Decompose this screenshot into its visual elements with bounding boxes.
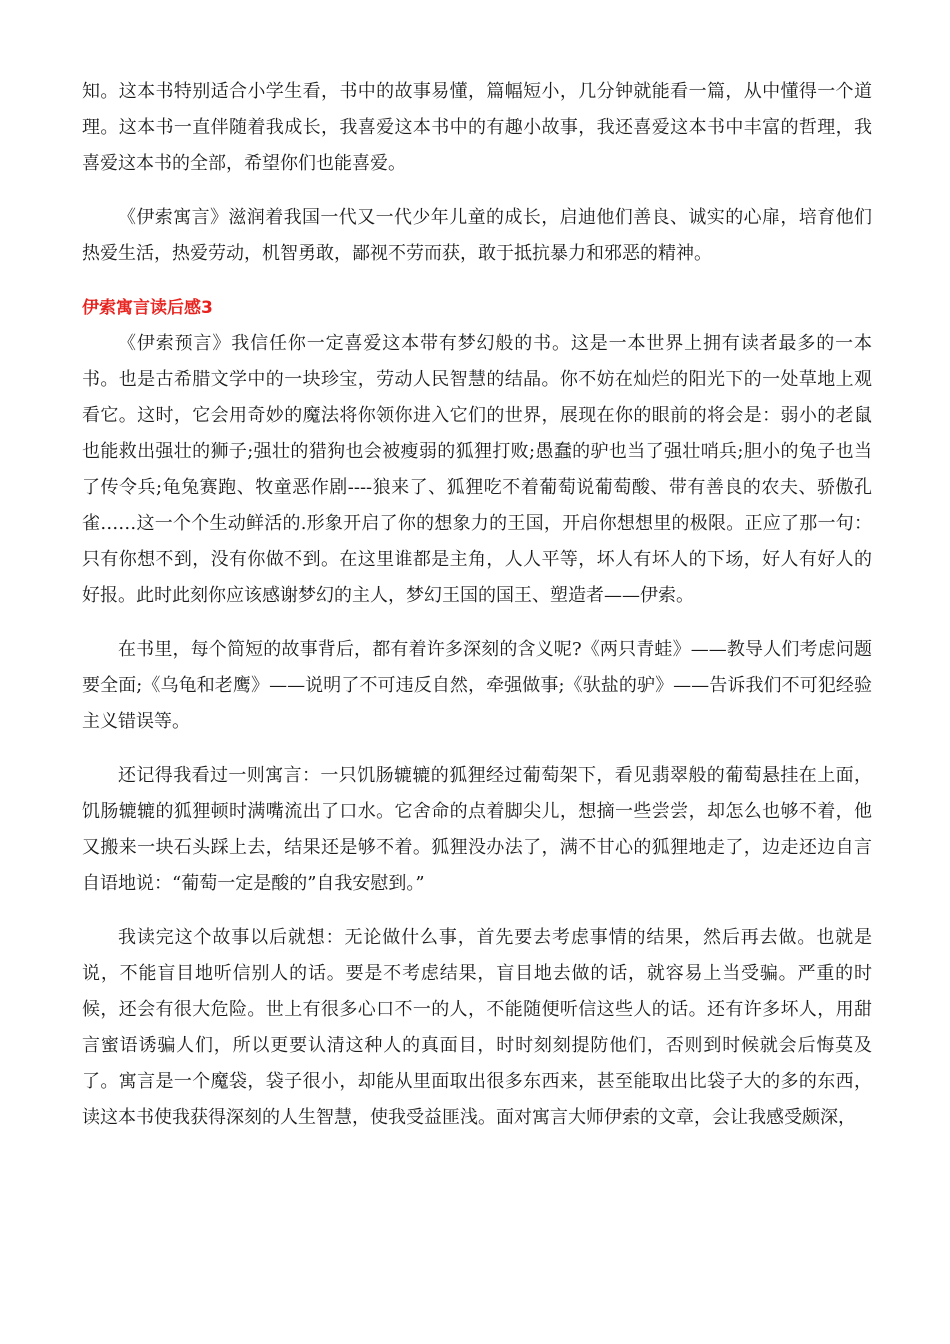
section-heading: 伊索寓言读后感3 [82, 298, 213, 318]
paragraph-continuation: 知。这本书特别适合小学生看，书中的故事易懂，篇幅短小，几分钟就能看一篇，从中懂得一个道理。这本书一直伴随着我成长，我喜爱这本书中的有趣小故事，我还喜爱这本书中丰富的哲理，我喜爱这本书的全部，希望你们也能喜爱。 [82, 81, 872, 174]
paragraph-intro: 《伊索预言》我信任你一定喜爱这本带有梦幻般的书。这是一本世界上拥有读者最多的一本书。也是古希腊文学中的一块珍宝，劳动人民智慧的结晶。你不妨在灿烂的阳光下的一处草地上观看它。这时，它会用奇妙的魔法将你领你进入它们的世界，展现在你的眼前的将会是：弱小的老鼠也能救出强壮的狮子;强壮的猎狗也会被瘦弱的狐狸打败;愚蠢的驴也当了强壮哨兵;胆小的兔子也当了传令兵;龟兔赛跑、牧童恶作剧----狼来了、狐狸吃不着葡萄说葡萄酸、带有善良的农夫、骄傲孔雀……这一个个生动鲜活的.形象开启了你的想象力的王国，开启你想想里的极限。正应了那一句：只有你想不到，没有你做不到。在这里谁都是主角，人人平等，坏人有坏人的下场，好人有好人的好报。此时此刻你应该感谢梦幻的主人，梦幻王国的国王、塑造者——伊索。 [82, 333, 872, 606]
paragraph-fox-story: 还记得我看过一则寓言：一只饥肠辘辘的狐狸经过葡萄架下，看见翡翠般的葡萄悬挂在上面，饥肠辘辘的狐狸顿时满嘴流出了口水。它舍命的点着脚尖儿，想摘一些尝尝，却怎么也够不着，他又搬来一块石头踩上去，结果还是够不着。狐狸没办法了，满不甘心的狐狸地走了，边走还边自言自语地说：“葡萄一定是酸的”自我安慰到。” [82, 765, 872, 894]
document-page [82, 74, 872, 1154]
paragraph-meanings: 在书里，每个简短的故事背后，都有着许多深刻的含义呢?《两只青蛙》——教导人们考虑问题要全面;《乌龟和老鹰》——说明了不可违反自然，牵强做事;《驮盐的驴》——告诉我们不可犯经验主义错误等。 [82, 639, 872, 732]
paragraph-summary: 《伊索寓言》滋润着我国一代又一代少年儿童的成长，启迪他们善良、诚实的心扉，培育他们热爱生活，热爱劳动，机智勇敢，鄙视不劳而获，敢于抵抗暴力和邪恶的精神。 [82, 207, 872, 264]
paragraph-reflection: 我读完这个故事以后就想：无论做什么事，首先要去考虑事情的结果，然后再去做。也就是说，不能盲目地听信别人的话。要是不考虑结果，盲目地去做的话，就容易上当受骗。严重的时候，还会有很大危险。世上有很多心口不一的人，不能随便听信这些人的话。还有许多坏人，用甜言蜜语诱骗人们，所以更要认清这种人的真面目，时时刻刻提防他们，否则到时候就会后悔莫及了。寓言是一个魔袋，袋子很小，却能从里面取出很多东西来，甚至能取出比袋子大的多的东西，读这本书使我获得深刻的人生智慧，使我受益匪浅。面对寓言大师伊索的文章，会让我感受颇深， [82, 927, 872, 1128]
